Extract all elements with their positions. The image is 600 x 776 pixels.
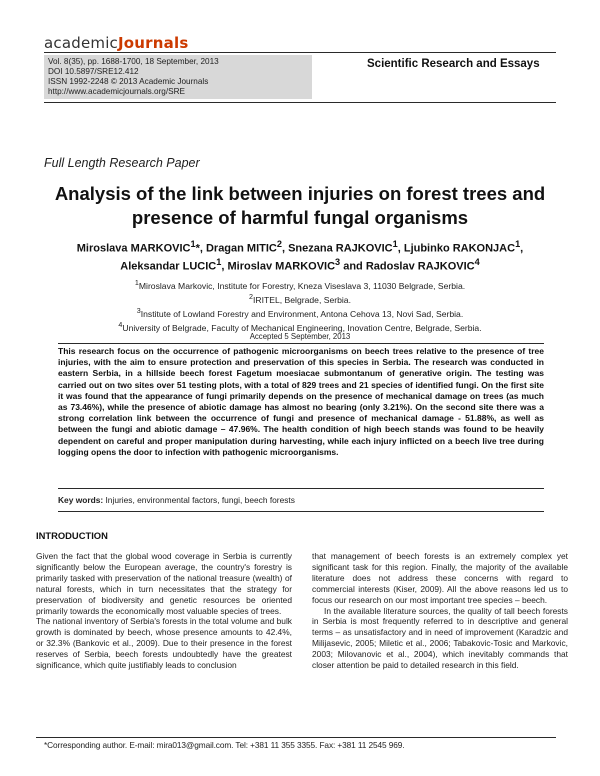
author-separator: , [397, 242, 404, 255]
body-column-right [312, 551, 568, 671]
section-heading-introduction: INTRODUCTION [36, 530, 108, 541]
header-rule-top [44, 52, 556, 53]
affiliation-text: IRITEL, Belgrade, Serbia. [253, 294, 351, 305]
paragraph: In the available literature sources, the quality of tall beech forests in Serbia is most frequently referred to in descriptive and general terms – as unsatisfactory and in need of improvement (Karadzic and Milijasevic, 2005; Miletic et al., 2006; Tabakovic-Tosic and Markovic, 2003; Milovanovic et al., 2004), which inevitably commands that closer attention be paid to detailed research in this field. [312, 605, 568, 671]
affiliation-sup: 4 [118, 320, 123, 329]
corresponding-author-footnote: *Corresponding author. E-mail: mira013@gmail.com. Tel: +381 11 355 3355. Fax: +381 11 2545 969. [44, 740, 405, 750]
paper-type-label: Full Length Research Paper [44, 156, 200, 170]
author-name: Miroslav MARKOVIC [227, 260, 336, 273]
author-affil-sup: 1 [392, 239, 398, 249]
journal-metadata-box [44, 55, 312, 99]
keywords-text: Injuries, environmental factors, fungi, beech forests [103, 495, 295, 505]
affiliation-sup: 2 [249, 292, 254, 301]
author-name: Miroslava MARKOVIC [76, 242, 191, 255]
author-separator: , [281, 242, 289, 255]
keywords [58, 495, 295, 505]
keywords-rule [58, 511, 544, 512]
author-list [40, 238, 560, 274]
publisher-logo [44, 34, 188, 52]
paper-title [30, 182, 570, 230]
affiliation-text: University of Belgrade, Faculty of Mechanical Engineering, Inovation Centre, Belgrade, Serbia. [122, 322, 482, 333]
affiliation-text: Miroslava Markovic, Institute for Forestry, Kneza Viseslava 3, 11030 Belgrade, Serbia. [138, 280, 466, 291]
author-affil-sup: 1 [190, 239, 196, 249]
keywords-label: Key words: [58, 495, 104, 505]
author-separator: , [520, 242, 524, 255]
author-affil-sup: 3 [335, 257, 341, 268]
journal-name: Scientific Research and Essays [367, 58, 540, 70]
affiliation [40, 292, 560, 306]
author-name: Snezana RAJKOVIC [288, 242, 393, 255]
author-line-2 [40, 256, 560, 274]
author-separator: *, [195, 242, 206, 255]
meta-doi: DOI 10.5897/SRE12.412 [48, 67, 139, 76]
author-affil-sup: 1 [515, 239, 521, 249]
footnote-rule [36, 737, 556, 738]
author-separator: and [340, 260, 366, 273]
author-name: Radoslav RAJKOVIC [365, 260, 475, 273]
author-affil-sup: 2 [276, 239, 282, 249]
abstract: This research focus on the occurrence of pathogenic microorganisms on beech trees relative to the presence of tree injuries, with the aim to ensure protection and preservation of this species in Serbia. The research was conducted in eastern Serbia, in a hillside beech forest Fagetum moesiacae submontanum of generative origin. The testing was carried out on two sites over 51 testing plots, with a total of 829 trees and 21 species of identified fungi. On the first site it was found that the appearance of fungi primarily depends on the presence of mechanical damage on trees (as much as 73.46%), while the presence of abiotic damage has almost no bearing (only 3.21%). On the second site there was a strong correlation link between the occurrence of fungi and presence of mechanical damage - 51.88%, as well as between the fungi and abiotic damage – 47.96%. The health condition of high beech stands was found to be heavily dependent on careful and proper manipulation during harvesting, while each injury inflicted on a beech live tree during logging opens the door to infection with pathogenic microorganisms. [58, 346, 544, 457]
author-name: Aleksandar LUCIC [120, 260, 217, 273]
meta-volume: Vol. 8(35), pp. 1688-1700, 18 September, 2013 [48, 57, 219, 66]
meta-issn: ISSN 1992-2248 © 2013 Academic Journals [48, 77, 209, 86]
affiliations [40, 278, 560, 333]
author-separator: , [221, 260, 228, 273]
accepted-date: Accepted 5 September, 2013 [249, 332, 351, 341]
affiliation-sup: 3 [136, 306, 141, 315]
title-line-2: presence of harmful fungal organisms [131, 207, 469, 228]
author-name: Ljubinko RAKONJAC [403, 242, 516, 255]
author-affil-sup: 1 [216, 257, 222, 268]
author-affil-sup: 4 [474, 257, 480, 268]
author-name: Dragan MITIC [205, 242, 277, 255]
paragraph: that management of beech forests is an extremely complex yet significant task for this region. Finally, the majority of the available literature does not address these concerns with regard to commercial interests (Kiser, 2009). All the above reasons led us to focus our research on our most important tree species – beech. [312, 551, 568, 605]
logo-part-academic: academic [44, 34, 119, 52]
abstract-rule-top [58, 343, 544, 344]
abstract-rule-bottom [58, 488, 544, 489]
paragraph: The national inventory of Serbia's forests in the total volume and bulk growth is dominated by beech, whose presence amounts to 42.4%, or 32.3% (Bankovic et al., 2009). Due to their presence in the forest reserves of Serbia, beech forests undoubtedly have the greatest significance, which quite justifiably leads to conclusion [36, 616, 292, 671]
logo-part-journals: Journals [118, 34, 189, 52]
paragraph: Given the fact that the global wood coverage in Serbia is currently significantly below the European average, the country's forestry is primarily tasked with preservation of the national treasure (wealth) of natural forests, which in turn necessitates that the strategy for preservation of biodiversity and genetic resources be oriented primarily towards the economically most valuable species of trees. [36, 551, 292, 616]
affiliation [40, 306, 560, 320]
affiliation [40, 278, 560, 292]
affiliation-sup: 1 [134, 279, 139, 287]
body-column-left [36, 551, 292, 671]
meta-url[interactable]: http://www.academicjournals.org/SRE [48, 87, 185, 96]
author-line-1 [40, 238, 560, 256]
title-line-1: Analysis of the link between injuries on forest trees and [54, 183, 546, 204]
header-rule-bottom [44, 102, 556, 103]
affiliation-text: Institute of Lowland Forestry and Environment, Antona Cehova 13, Novi Sad, Serbia. [140, 308, 464, 319]
